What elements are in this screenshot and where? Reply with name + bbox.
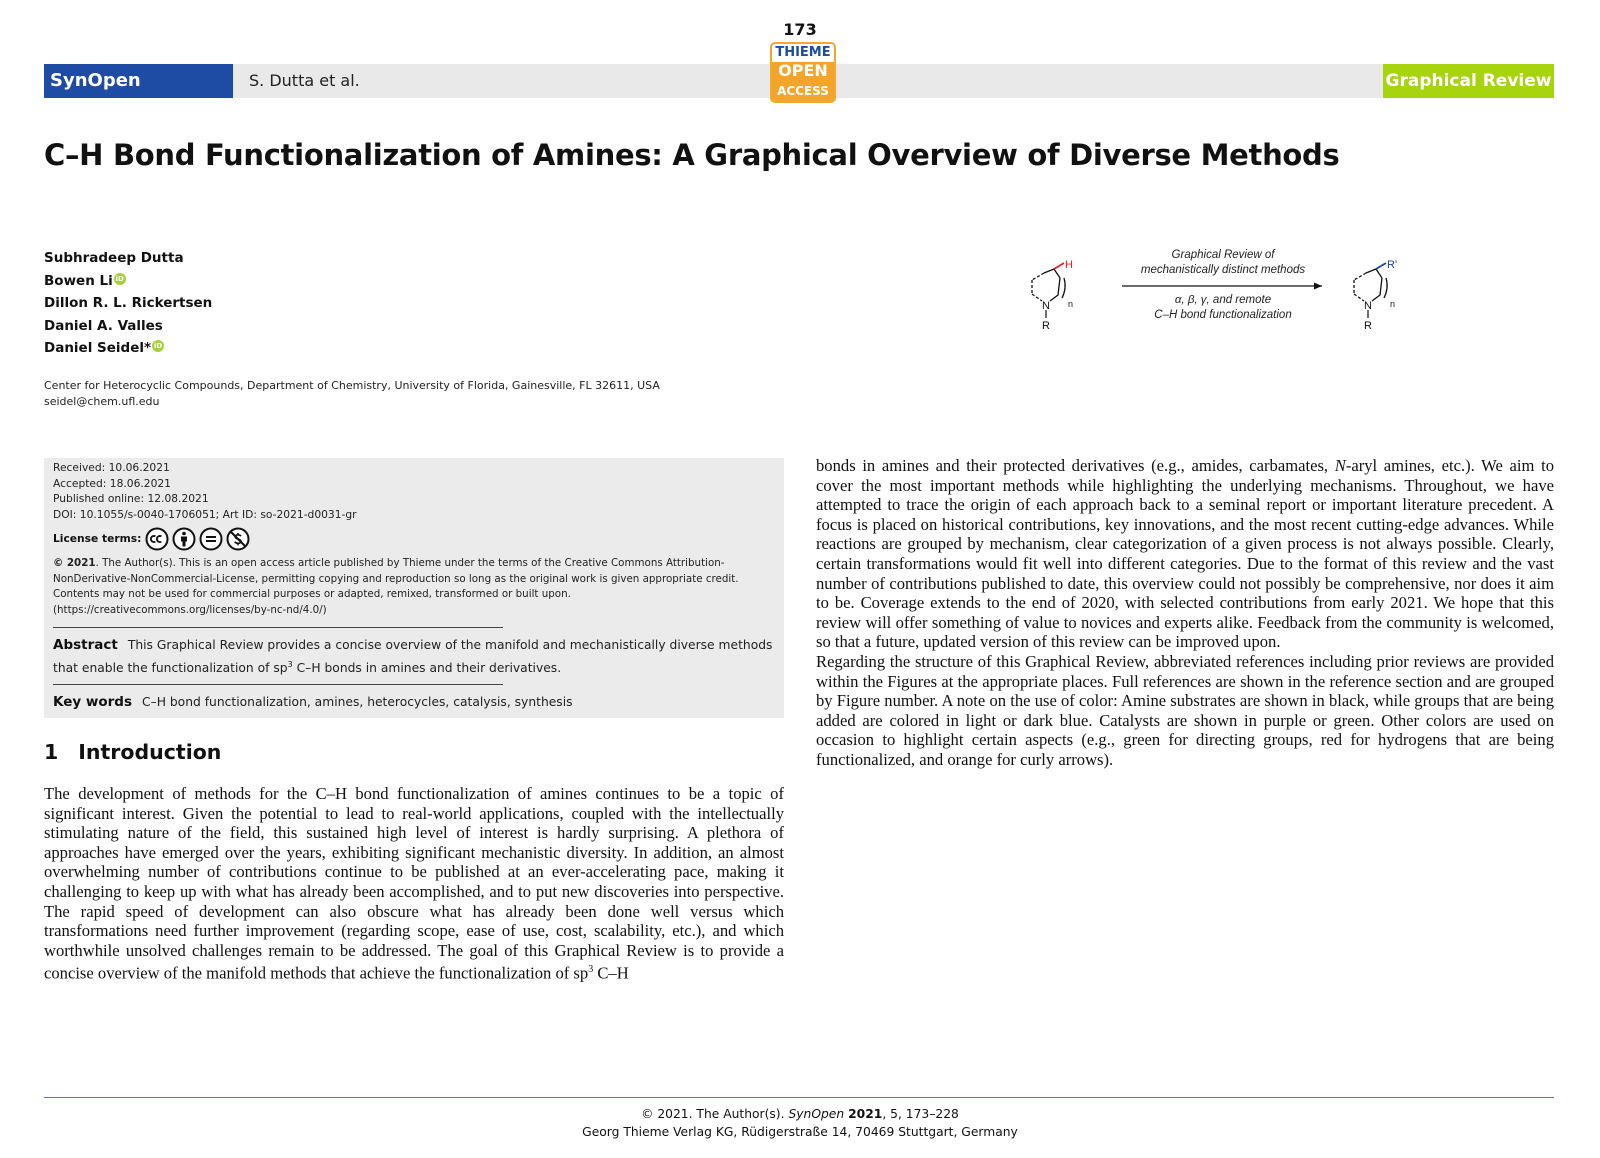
added-group-label: R' xyxy=(1387,259,1398,271)
nitrogen-label: N xyxy=(1042,300,1050,312)
orcid-icon[interactable]: iD xyxy=(153,342,163,350)
thieme-open-access-logo xyxy=(770,42,836,103)
license-terms xyxy=(53,527,250,551)
header-authors: S. Dutta et al. xyxy=(249,71,360,90)
arrow-label-top-2: mechanistically distinct methods xyxy=(1140,264,1306,276)
corresponding-author-mark: * xyxy=(144,340,152,356)
ring-size-subscript: n xyxy=(1068,299,1074,309)
abstract: Abstract This Graphical Review provides a concise overview of the manifold and mechanistically diverse methods that enable the functionalization of $sp^3$ C–H bonds in amines and their derivatives. xyxy=(53,637,773,676)
divider xyxy=(53,627,503,628)
right-amine-ring xyxy=(1354,259,1397,332)
paragraph: bonds in amines and their protected derivatives (e.g., amides, carbamates, N-aryl amines, etc.). We aim to cover the most important methods while highlighting the underlying mechanisms. Throughout, we have attempted to trace the origin of each approach back to a seminal report or important literature precedent. A focus is placed on historical contributions, key innovations, and the most recent cutting-edge advances. While reactions are grouped by mechanism, clear categorization of a given process is not always possible. Clearly, certain transformations would fit well into different categories. Due to the format of this review and the vast number of contributions published to date, this overview could not possibly be comprehensive, nor does it aim to be. Coverage extends to the end of 2020, with selected contributions from early 2021. We hope that this review will offer something of value to novices and experts alike. Feedback from the community is welcomed, so that a future, updated version of this review can be improved upon. xyxy=(816,456,1554,652)
contact-email[interactable]: seidel@chem.ufl.edu xyxy=(44,395,160,408)
publisher-address: Georg Thieme Verlag KG, Rüdigerstraße 14, 70469 Stuttgart, Germany xyxy=(582,1124,1018,1139)
logo-line-2: OPEN xyxy=(772,62,834,80)
graphical-abstract-scheme xyxy=(1030,248,1430,348)
footer-divider xyxy=(44,1097,1554,1098)
hydrogen-label: H xyxy=(1065,259,1073,271)
author-name: Daniel A. Valles xyxy=(44,317,163,334)
page-footer xyxy=(0,1106,1600,1141)
article-title: C–H Bond Functionalization of Amines: A Graphical Overview of Diverse Methods xyxy=(44,138,1340,172)
arrow-label-bottom-2: C–H bond functionalization xyxy=(1154,309,1292,321)
orcid-icon[interactable]: iD xyxy=(115,274,124,283)
cc-icon xyxy=(145,527,169,551)
c-h-bond-highlight xyxy=(1054,263,1064,269)
r-group-label: R xyxy=(1042,320,1050,332)
journal-name: SynOpen xyxy=(44,64,233,98)
logo-line-1: THIEME xyxy=(775,45,831,60)
received-date: Received: 10.06.2021 xyxy=(53,461,170,474)
non-commercial-icon xyxy=(226,527,250,551)
ring-size-subscript: n xyxy=(1390,299,1396,309)
r-group-label: R xyxy=(1364,320,1372,332)
introduction-left-column xyxy=(44,784,784,983)
article-dates xyxy=(53,460,357,522)
footer-citation: © 2021. The Author(s). SynOpen 2021, 5, 173–228 xyxy=(641,1107,959,1121)
arrow-label-bottom-1: α, β, γ, and remote xyxy=(1174,294,1272,306)
introduction-right-column xyxy=(816,456,1554,770)
doi[interactable]: DOI: 10.1055/s-0040-1706051; Art ID: so-2021-d0031-gr xyxy=(53,507,357,521)
nitrogen-label: N xyxy=(1364,300,1372,312)
page-number: 173 xyxy=(783,20,817,39)
arrow-head-icon xyxy=(1314,283,1322,290)
author-name: Bowen Li iD xyxy=(44,272,124,289)
paragraph: The development of methods for the C–H bond functionalization of amines continues to be a topic of significant interest. Given the potential to lead to real-world applications, coupled with the intellectually stimulating nature of the field, this sustained high level of interest is hardly surprising. A plethora of approaches have emerged over the years, exhibiting significant mechanistic diversity. In addition, an almost overwhelming number of contributions continue to be published at an ever-accelerating pace, making it challenging to keep up with what has already been accomplished, and to put new discoveries into perspective. The rapid speed of development can also obscure what has already been done well versus which transformations need further improvement (regarding scope, ease of use, cost, scalability, etc.), and which worthwhile unsolved challenges remain to be addressed. The goal of this Graphical Review is to provide a concise overview of the manifold methods that achieve the functionalization of $sp^3$ C–H xyxy=(44,784,784,983)
keywords: Key words C–H bond functionalization, amines, heterocycles, catalysis, synthesis xyxy=(53,694,573,710)
no-derivatives-icon xyxy=(199,527,223,551)
paragraph: Regarding the structure of this Graphical Review, abbreviated references including prior reviews are provided within the Figures at the appropriate places. Full references are shown in the reference section and are grouped by Figure number. A note on the use of color: Amine substrates are shown in black, while groups that are being added are colored in light or dark blue. Catalysts are shown in purple or green. Other colors are used on occasion to highlight certain aspects (e.g., green for directing groups, red for hydrogens that are being functionalized, and orange for curly arrows). xyxy=(816,651,1554,769)
cc-license-icons[interactable] xyxy=(145,527,250,551)
attribution-icon xyxy=(172,527,196,551)
published-date: Published online: 12.08.2021 xyxy=(53,492,209,505)
license-label: License terms: xyxy=(53,532,142,545)
affiliation-address: Center for Heterocyclic Compounds, Department of Chemistry, University of Florida, Gainesville, FL 32611, USA xyxy=(44,379,660,392)
article-category: Graphical Review xyxy=(1383,64,1554,98)
author-list xyxy=(44,247,212,360)
section-heading: 1 Introduction xyxy=(44,740,222,764)
author-name: Dillon R. L. Rickertsen xyxy=(44,295,213,311)
copyright-notice: © 2021. The Author(s). This is an open access article published by Thieme under the terms of the Creative Commons Attribution-NonDerivative-NonCommercial-License, permitting copying and reproduction so long as the original work is given appropriate credit. Contents may not be used for commercial purposes or adapted, remixed, transformed or built upon. (https://creativecommons.org/licenses/by-nc-nd/4.0/) xyxy=(53,557,739,616)
arrow-label-top-1: Graphical Review of xyxy=(1171,249,1275,261)
abstract-label: Abstract xyxy=(53,637,118,653)
divider xyxy=(53,684,503,685)
author-name: Subhradeep Dutta xyxy=(44,250,184,266)
logo-line-3: ACCESS xyxy=(772,80,834,102)
accepted-date: Accepted: 18.06.2021 xyxy=(53,476,171,490)
affiliation xyxy=(44,378,660,410)
left-amine-ring xyxy=(1032,269,1065,301)
keywords-label: Key words xyxy=(53,694,132,710)
new-bond-highlight xyxy=(1376,263,1386,269)
author-name: Daniel Seidel* iD xyxy=(44,340,163,356)
